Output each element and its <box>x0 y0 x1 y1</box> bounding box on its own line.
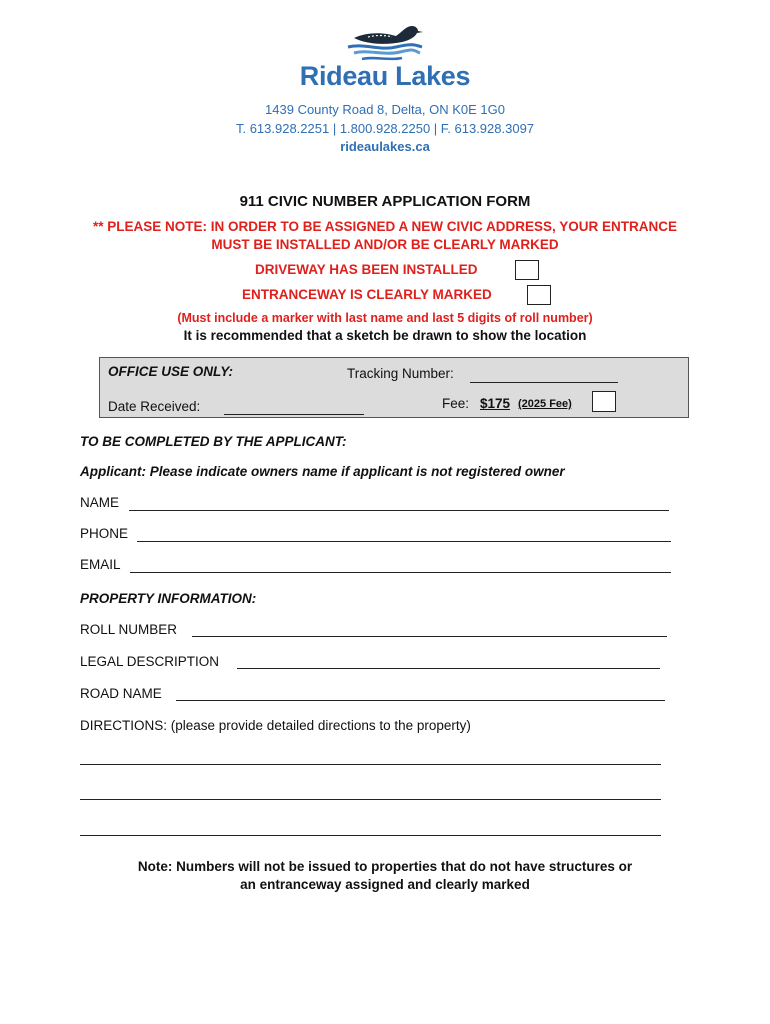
road-name-field[interactable] <box>176 700 665 701</box>
driveway-label: DRIVEWAY HAS BEEN INSTALLED <box>255 262 478 277</box>
tracking-number-field[interactable] <box>470 382 618 383</box>
property-heading: PROPERTY INFORMATION: <box>80 591 257 606</box>
directions-line-3[interactable] <box>80 835 661 836</box>
org-website[interactable]: rideaulakes.ca <box>340 139 430 154</box>
sketch-note: It is recommended that a sketch be drawn to show the location <box>183 328 587 343</box>
name-label: NAME <box>80 495 120 510</box>
driveway-checkbox[interactable] <box>515 260 539 280</box>
directions-label: DIRECTIONS: (please provide detailed directions to the property) <box>80 718 471 733</box>
fee-label: Fee: <box>442 396 470 411</box>
loon-logo-icon <box>344 20 424 62</box>
fee-year: (2025 Fee) <box>518 398 572 410</box>
org-name: Rideau Lakes <box>299 61 471 91</box>
date-received-label: Date Received: <box>108 399 201 414</box>
form-title: 911 CIVIC NUMBER APPLICATION FORM <box>239 193 531 210</box>
fee-paid-checkbox[interactable] <box>592 391 616 412</box>
directions-line-2[interactable] <box>80 799 661 800</box>
legal-description-field[interactable] <box>237 668 660 669</box>
roll-number-label: ROLL NUMBER <box>80 622 178 637</box>
date-received-field[interactable] <box>224 414 364 415</box>
fee-amount: $175 <box>480 396 511 411</box>
footer-note-line-1: Note: Numbers will not be issued to properties that do not have structures or <box>137 859 633 874</box>
road-name-label: ROAD NAME <box>80 686 162 701</box>
notice-line-1: ** PLEASE NOTE: IN ORDER TO BE ASSIGNED A NEW CIVIC ADDRESS, YOUR ENTRANCE <box>92 219 678 234</box>
footer-note-line-2: an entranceway assigned and clearly marked <box>240 877 530 892</box>
org-phones: T. 613.928.2251 | 1.800.928.2250 | F. 613.928.3097 <box>235 121 535 136</box>
applicant-heading: TO BE COMPLETED BY THE APPLICANT: <box>80 434 347 449</box>
marker-note: (Must include a marker with last name and last 5 digits of roll number) <box>177 311 593 325</box>
applicant-instruction: Applicant: Please indicate owners name if applicant is not registered owner <box>80 464 565 479</box>
directions-line-1[interactable] <box>80 764 661 765</box>
roll-number-field[interactable] <box>192 636 667 637</box>
email-label: EMAIL <box>80 557 121 572</box>
legal-description-label: LEGAL DESCRIPTION <box>80 654 220 669</box>
tracking-number-label: Tracking Number: <box>347 366 454 381</box>
entranceway-checkbox[interactable] <box>527 285 551 305</box>
notice-line-2: MUST BE INSTALLED AND/OR BE CLEARLY MARKED <box>211 237 559 252</box>
phone-field[interactable] <box>137 541 671 542</box>
office-use-heading: OFFICE USE ONLY: <box>108 364 234 379</box>
entranceway-label: ENTRANCEWAY IS CLEARLY MARKED <box>242 287 492 302</box>
name-field[interactable] <box>129 510 669 511</box>
org-address: 1439 County Road 8, Delta, ON K0E 1G0 <box>265 102 505 117</box>
phone-label: PHONE <box>80 526 129 541</box>
email-field[interactable] <box>130 572 671 573</box>
